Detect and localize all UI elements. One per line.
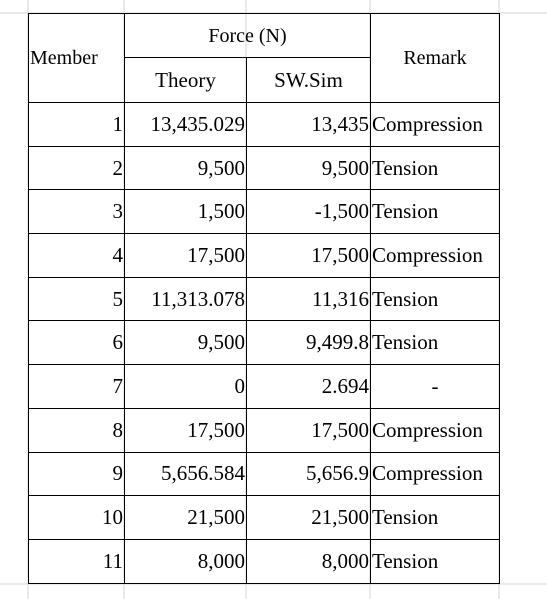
remark-cell: Compression — [371, 234, 500, 278]
remark-cell: Tension — [371, 277, 500, 321]
table-row — [29, 234, 500, 278]
remark-cell: Compression — [371, 408, 500, 452]
theory-cell: 13,435.029 — [125, 103, 247, 147]
sw-sim-cell: 5,656.9 — [247, 452, 371, 496]
remark-cell: Compression — [371, 452, 500, 496]
force-group-header: Force (N) — [125, 14, 371, 58]
sw-sim-cell: 2.694 — [247, 365, 371, 409]
remark-cell: Compression — [371, 103, 500, 147]
table-row — [29, 408, 500, 452]
remark-cell: Tension — [371, 190, 500, 234]
theory-cell: 11,313.078 — [125, 277, 247, 321]
theory-cell: 0 — [125, 365, 247, 409]
member-cell: 11 — [29, 539, 125, 583]
sw-sim-cell: 11,316 — [247, 277, 371, 321]
table-row — [29, 321, 500, 365]
member-cell: 9 — [29, 452, 125, 496]
member-cell: 4 — [29, 234, 125, 278]
member-cell: 3 — [29, 190, 125, 234]
remark-cell: Tension — [371, 321, 500, 365]
sw-sim-cell: 8,000 — [247, 539, 371, 583]
table-row — [29, 146, 500, 190]
theory-cell: 9,500 — [125, 321, 247, 365]
remark-header: Remark — [371, 14, 500, 103]
sw-sim-cell: 13,435 — [247, 103, 371, 147]
remark-cell: Tension — [371, 146, 500, 190]
table-row — [29, 496, 500, 540]
force-comparison-table — [28, 13, 500, 584]
sw-sim-cell: 9,499.8 — [247, 321, 371, 365]
header-row-top — [29, 14, 500, 58]
table-row — [29, 452, 500, 496]
theory-cell: 1,500 — [125, 190, 247, 234]
theory-cell: 5,656.584 — [125, 452, 247, 496]
sw-sim-cell: 17,500 — [247, 408, 371, 452]
sw-sim-cell: 9,500 — [247, 146, 371, 190]
member-cell: 5 — [29, 277, 125, 321]
sw-sim-cell: 21,500 — [247, 496, 371, 540]
theory-header: Theory — [125, 58, 247, 103]
remark-cell: Tension — [371, 496, 500, 540]
theory-cell: 9,500 — [125, 146, 247, 190]
member-cell: 6 — [29, 321, 125, 365]
theory-cell: 17,500 — [125, 234, 247, 278]
sw-sim-cell: -1,500 — [247, 190, 371, 234]
member-cell: 10 — [29, 496, 125, 540]
sw-sim-cell: 17,500 — [247, 234, 371, 278]
member-header: Member — [29, 14, 125, 103]
theory-cell: 21,500 — [125, 496, 247, 540]
theory-cell: 17,500 — [125, 408, 247, 452]
table-row — [29, 539, 500, 583]
table-row — [29, 365, 500, 409]
member-cell: 1 — [29, 103, 125, 147]
member-cell: 2 — [29, 146, 125, 190]
table-row — [29, 190, 500, 234]
member-cell: 7 — [29, 365, 125, 409]
table-row — [29, 277, 500, 321]
table-row — [29, 103, 500, 147]
remark-cell: - — [371, 365, 500, 409]
remark-cell: Tension — [371, 539, 500, 583]
sw-sim-header: SW.Sim — [247, 58, 371, 103]
theory-cell: 8,000 — [125, 539, 247, 583]
member-cell: 8 — [29, 408, 125, 452]
